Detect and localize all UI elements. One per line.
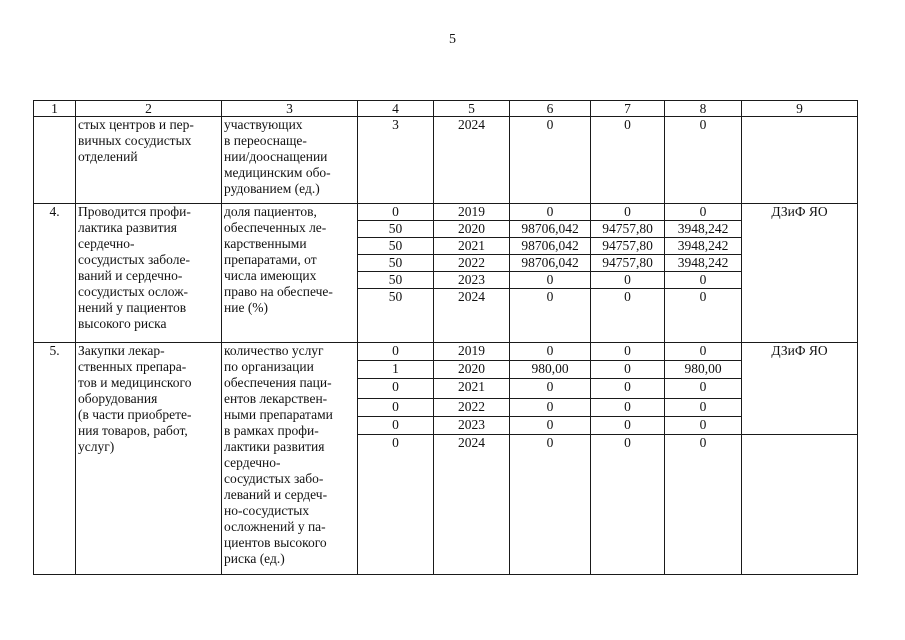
- item4-number: 4.: [34, 204, 76, 343]
- item5-number: 5.: [34, 343, 76, 575]
- item5-value-2022: 0: [358, 399, 434, 417]
- item5-total-2022: 0: [510, 399, 591, 417]
- item5-federal-2022: 0: [591, 399, 665, 417]
- item5-total-2023: 0: [510, 417, 591, 435]
- item5-year-2024: 2024: [434, 435, 510, 575]
- header-col-7: 7: [591, 101, 665, 117]
- item5-activity: Закупки лекар- ственных препара- тов и медицинского оборудования (в части приобрете- ния товаров, работ, услуг): [76, 343, 222, 575]
- page-number: 5: [449, 32, 456, 47]
- cont-year-cell: 2024: [434, 117, 510, 204]
- item4-total-2023: 0: [510, 272, 591, 289]
- item5-executor: ДЗиФ ЯО: [742, 343, 858, 435]
- item5-regional-2021: 0: [665, 379, 742, 399]
- item4-year-2023: 2023: [434, 272, 510, 289]
- item5-regional-2020: 980,00: [665, 361, 742, 379]
- header-col-3: 3: [222, 101, 358, 117]
- item4-year-2021: 2021: [434, 238, 510, 255]
- item5-value-2020: 1: [358, 361, 434, 379]
- item5-year-2020: 2020: [434, 361, 510, 379]
- item4-regional-2021: 3948,242: [665, 238, 742, 255]
- item4-value-2024: 50: [358, 289, 434, 343]
- cont-total-cell: 0: [510, 117, 591, 204]
- item5-federal-2020: 0: [591, 361, 665, 379]
- item4-federal-2019: 0: [591, 204, 665, 221]
- header-col-4: 4: [358, 101, 434, 117]
- item4-executor: ДЗиФ ЯО: [742, 204, 858, 343]
- cont-federal-cell: 0: [591, 117, 665, 204]
- item5-regional-2019: 0: [665, 343, 742, 361]
- item4-value-2020: 50: [358, 221, 434, 238]
- item4-value-2021: 50: [358, 238, 434, 255]
- item4-year-2022: 2022: [434, 255, 510, 272]
- item5-regional-2022: 0: [665, 399, 742, 417]
- item4-indicator: доля пациентов, обеспеченных ле- карственными препаратами, от числа имеющих право на обеспече- ние (%): [222, 204, 358, 343]
- header-col-5: 5: [434, 101, 510, 117]
- item4-regional-2019: 0: [665, 204, 742, 221]
- item4-regional-2022: 3948,242: [665, 255, 742, 272]
- header-col-2: 2: [76, 101, 222, 117]
- item4-total-2024: 0: [510, 289, 591, 343]
- cont-activity-cell: стых центров и пер- вичных сосудистых отделений: [76, 117, 222, 204]
- item4-total-2022: 98706,042: [510, 255, 591, 272]
- item5-total-2021: 0: [510, 379, 591, 399]
- item5-federal-2019: 0: [591, 343, 665, 361]
- cont-executor-cell: [742, 117, 858, 204]
- item4-year-2019: 2019: [434, 204, 510, 221]
- item4-value-2023: 50: [358, 272, 434, 289]
- item5-year-2022: 2022: [434, 399, 510, 417]
- item4-regional-2020: 3948,242: [665, 221, 742, 238]
- item4-activity: Проводится профи- лактика развития сердечно- сосудистых заболе- ваний и сердечно- сосудистых ослож- нений у пациентов высокого риска: [76, 204, 222, 343]
- item5-value-2023: 0: [358, 417, 434, 435]
- item4-federal-2023: 0: [591, 272, 665, 289]
- item5-indicator: количество услуг по организации обеспечения паци- ентов лекарствен- ными препаратами в рамках профи- лактики развития сердечно- сосудистых забо- леваний и сердеч- но-сосудистых осложнений у па- циентов высокого риска (ед.): [222, 343, 358, 575]
- item4-federal-2020: 94757,80: [591, 221, 665, 238]
- table-row: [34, 343, 858, 361]
- cont-regional-cell: 0: [665, 117, 742, 204]
- cont-value-cell: 3: [358, 117, 434, 204]
- item5-total-2020: 980,00: [510, 361, 591, 379]
- item4-total-2020: 98706,042: [510, 221, 591, 238]
- item4-regional-2024: 0: [665, 289, 742, 343]
- header-row: [34, 101, 858, 117]
- item5-year-2023: 2023: [434, 417, 510, 435]
- item4-total-2021: 98706,042: [510, 238, 591, 255]
- item5-regional-2024: 0: [665, 435, 742, 575]
- program-table: [33, 100, 858, 575]
- item4-total-2019: 0: [510, 204, 591, 221]
- item5-federal-2021: 0: [591, 379, 665, 399]
- header-col-1: 1: [34, 101, 76, 117]
- header-col-6: 6: [510, 101, 591, 117]
- item4-regional-2023: 0: [665, 272, 742, 289]
- cont-num-cell: [34, 117, 76, 204]
- item5-federal-2024: 0: [591, 435, 665, 575]
- item5-total-2024: 0: [510, 435, 591, 575]
- item5-federal-2023: 0: [591, 417, 665, 435]
- item5-executor-empty: [742, 435, 858, 575]
- item4-year-2020: 2020: [434, 221, 510, 238]
- item5-regional-2023: 0: [665, 417, 742, 435]
- item5-year-2019: 2019: [434, 343, 510, 361]
- item5-value-2024: 0: [358, 435, 434, 575]
- header-col-9: 9: [742, 101, 858, 117]
- item5-value-2019: 0: [358, 343, 434, 361]
- table-row: [34, 204, 858, 221]
- item5-year-2021: 2021: [434, 379, 510, 399]
- item4-federal-2022: 94757,80: [591, 255, 665, 272]
- item4-federal-2021: 94757,80: [591, 238, 665, 255]
- table-row: [34, 117, 858, 204]
- item4-federal-2024: 0: [591, 289, 665, 343]
- item5-value-2021: 0: [358, 379, 434, 399]
- item4-value-2019: 0: [358, 204, 434, 221]
- item5-total-2019: 0: [510, 343, 591, 361]
- item4-year-2024: 2024: [434, 289, 510, 343]
- cont-indicator-cell: участвующих в переоснаще- нии/дооснащении медицинским обо- рудованием (ед.): [222, 117, 358, 204]
- item4-value-2022: 50: [358, 255, 434, 272]
- header-col-8: 8: [665, 101, 742, 117]
